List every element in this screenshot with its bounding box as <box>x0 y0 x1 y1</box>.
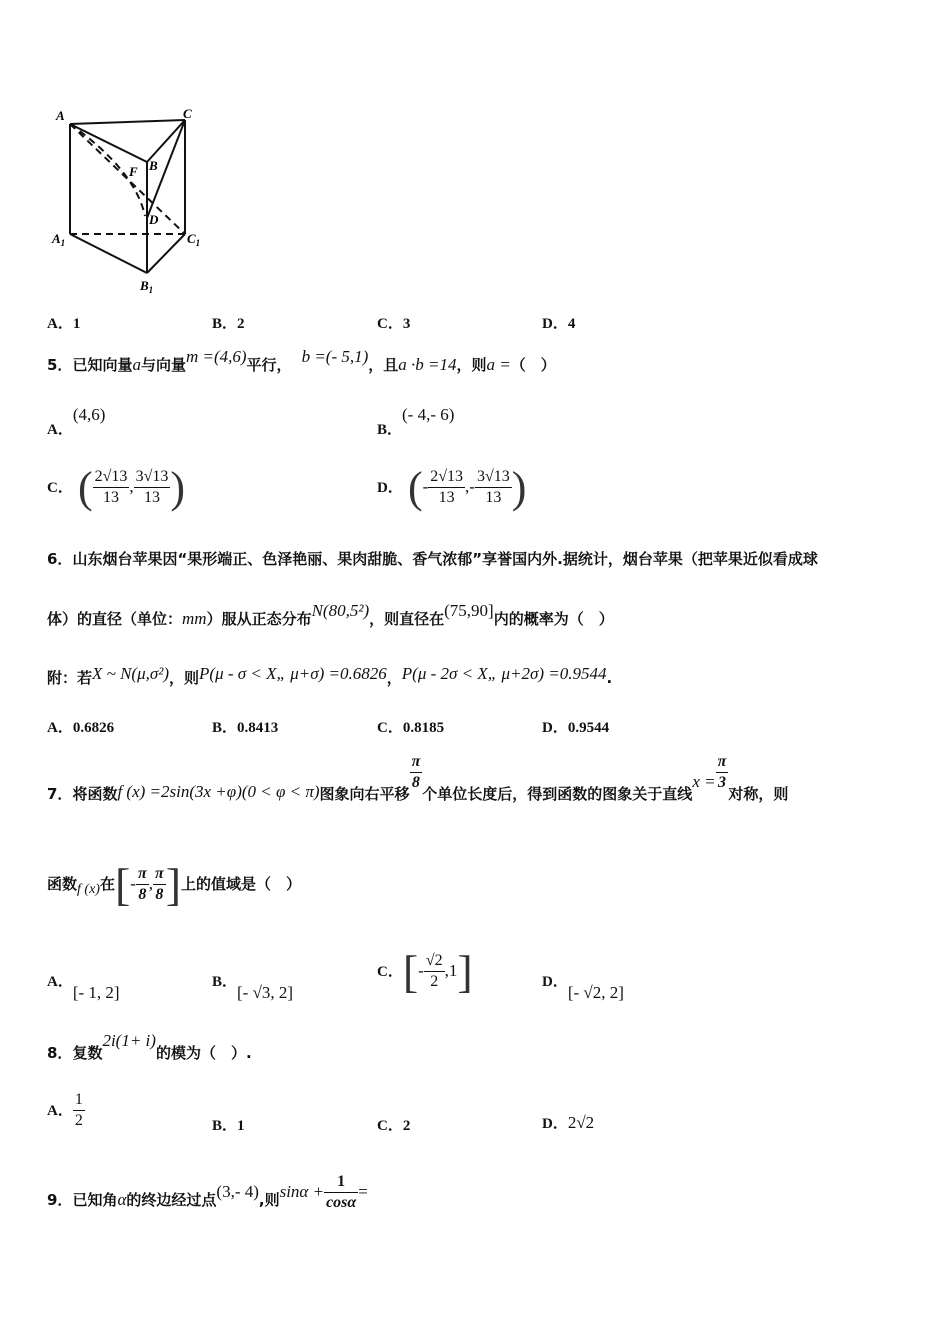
q4-option-d[interactable]: D．4 <box>542 316 576 332</box>
q9-stem: 9．已知角α的终边经过点(3,- 4),则sinα + $\frac{1}{\cos\alpha}$ = <box>47 1173 368 1211</box>
label-B1: $B_1$ <box>140 278 154 295</box>
q5-option-c[interactable]: C． ( $\frac{2√13}{13}$ , $\frac{3√13}{13}$ ) <box>47 463 186 512</box>
q5-option-d[interactable]: D． (- $\frac{2√13}{13}$ ,- $\frac{3√13}{13}$ ) <box>377 463 527 512</box>
edge-BC <box>147 120 185 162</box>
q7-stem-line2: 函数f (x)在[- $\frac{\pi}{8}$ , $\frac{\pi}{8}$ ]上的值域是（ ） <box>47 859 302 910</box>
q5-option-a[interactable]: A．(4,6) <box>47 405 106 438</box>
label-D: D <box>149 212 159 227</box>
label-C1: $C_1$ <box>187 231 201 248</box>
q8-option-b[interactable]: B．1 <box>212 1118 245 1134</box>
q6-option-d[interactable]: D．0.9544 <box>542 720 610 736</box>
q7-option-d[interactable]: D．[- √2, 2] <box>542 974 624 1002</box>
label-B: B <box>149 158 158 173</box>
q5-stem: 5．已知向量a与向量m =(4,6)平行， b =(- 5,1)，且a ·b =14，则a =（ ） <box>47 347 556 374</box>
q8-stem: 8．复数2i(1+ i)的模为（ ）. <box>47 1031 252 1062</box>
q6-stem-line1: 6．山东烟台苹果因“果形端正、色泽艳丽、果肉甜脆、香气浓郁”享誉国内外.据统计，烟台苹果（把苹果近似看成球 <box>47 550 818 568</box>
q8-option-c[interactable]: C．2 <box>377 1118 411 1134</box>
edge-A1B1 <box>70 234 147 273</box>
q6-stem-line2: 体）的直径（单位：mm）服从正态分布N(80,5²)，则直径在(75,90]内的概率为（ ） <box>47 601 614 628</box>
edge-B1C1 <box>147 234 185 273</box>
q8-option-a[interactable]: A． $\frac{1}{2}$ <box>47 1091 83 1129</box>
q4-option-b[interactable]: B．2 <box>212 316 245 332</box>
q6-option-a[interactable]: A．0.6826 <box>47 720 115 736</box>
q4-option-c[interactable]: C．3 <box>377 316 411 332</box>
label-A: A <box>56 108 65 123</box>
q4-option-a[interactable]: A．1 <box>47 316 81 332</box>
q7-option-b[interactable]: B．[- √3, 2] <box>212 974 294 1002</box>
edge-AC <box>70 120 185 124</box>
prism-figure <box>40 100 230 300</box>
q7-stem-line1: 7．将函数f (x) =2sin(3x +φ)(0 < φ < π)图象向右平移 $\frac{\pi}{8}$ 个单位长度后，得到函数的图象关于直线x = $\frac{\pi}{3}$ 对称，则 <box>47 753 789 803</box>
q7-option-c[interactable]: C．[- $\frac{√2}{2}$ ,1] <box>377 946 473 997</box>
label-C: C <box>183 106 192 121</box>
q6-option-b[interactable]: B．0.8413 <box>212 720 279 736</box>
q8-option-d[interactable]: D．2√2 <box>542 1113 595 1132</box>
q7-option-a[interactable]: A．[- 1, 2] <box>47 974 120 1002</box>
label-F: F <box>129 164 138 179</box>
label-A1: $A_1$ <box>52 231 66 248</box>
q6-note: 附：若X ~ N(μ,σ²)，则P(μ - σ < X„ μ+σ) =0.6826，P(μ - 2σ < X„ μ+2σ) =0.9544. <box>47 664 613 687</box>
q5-option-b[interactable]: B．(- 4,- 6) <box>377 405 455 438</box>
q6-option-c[interactable]: C．0.8185 <box>377 720 445 736</box>
